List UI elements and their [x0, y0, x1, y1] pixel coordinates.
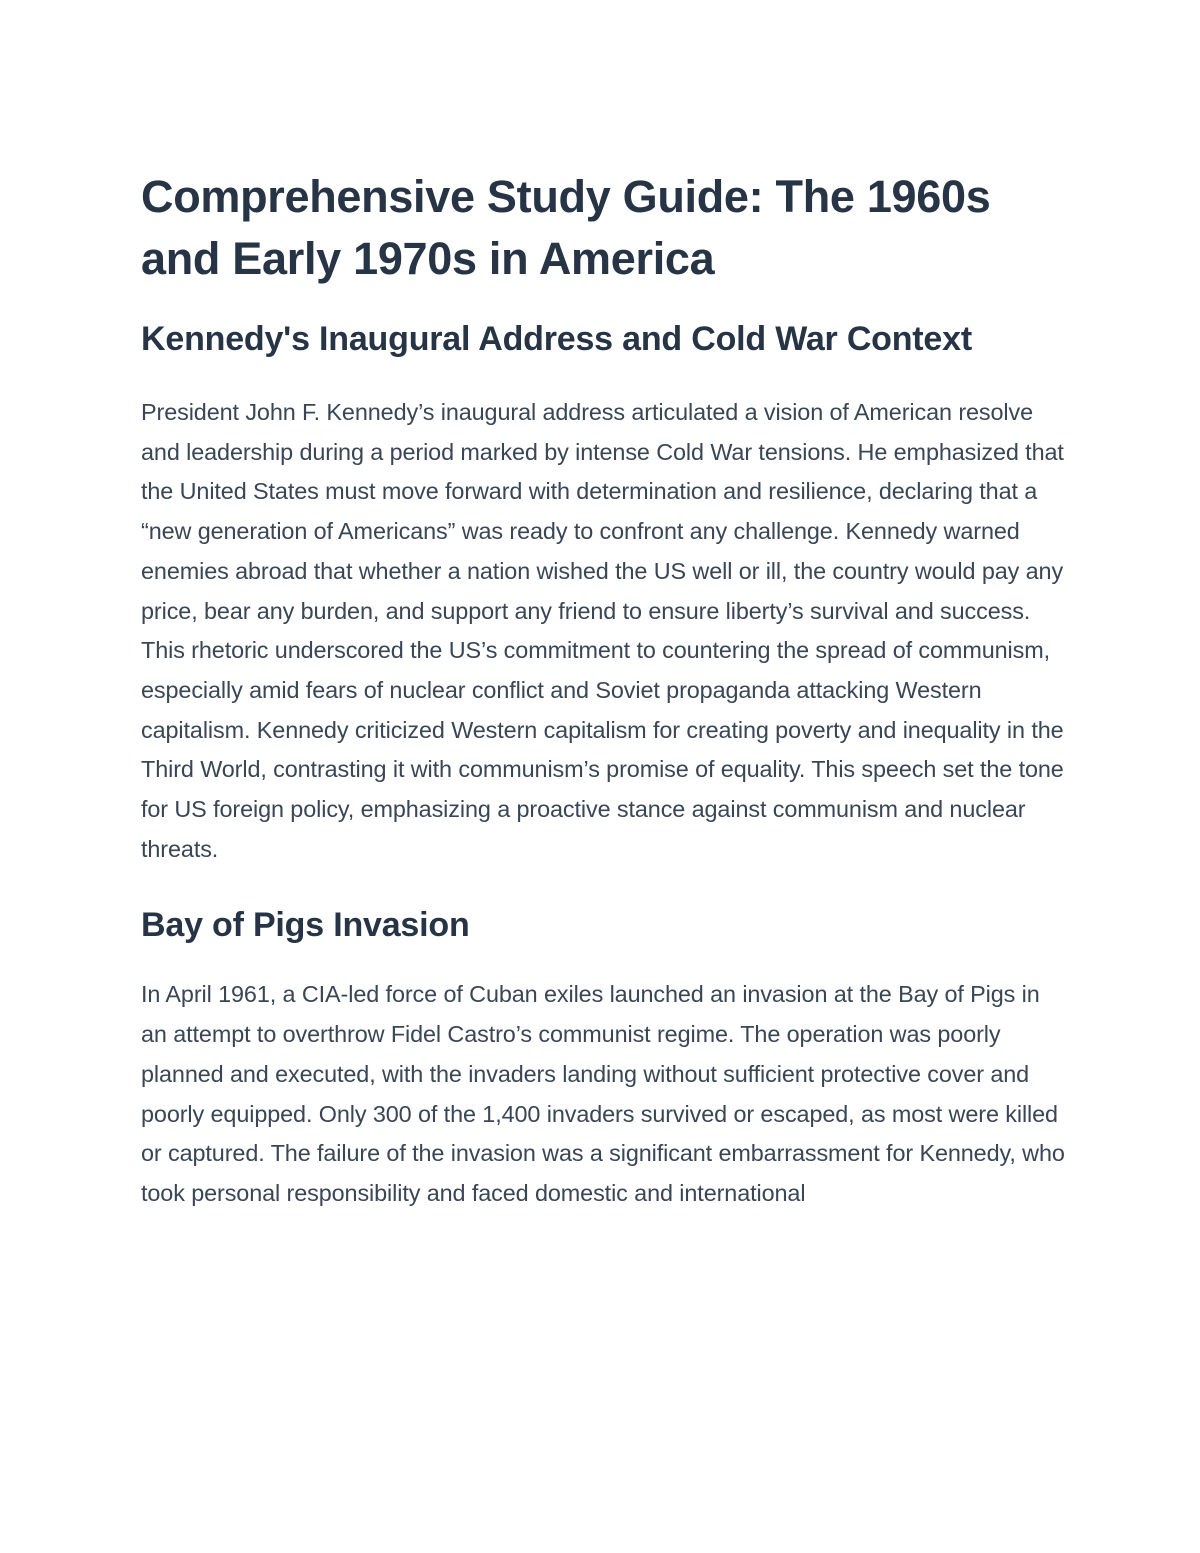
section-heading-bay-of-pigs: Bay of Pigs Invasion [141, 906, 470, 945]
document-title: Comprehensive Study Guide: The 1960s and Early 1970s in America [141, 171, 991, 284]
section-paragraph-kennedy-inaugural: President John F. Kennedy’s inaugural address articulated a vision of American resolve and leadership during a period marked by intense Cold War tensions. He emphasized that the United States must move forward with determination and resilience, declaring that a “new generation of Americans” was ready to confront any challenge. Kennedy warned enemies abroad that whether a nation wished the US well or ill, the country would pay any price, bear any burden, and support any friend to ensure liberty’s survival and success. This rhetoric underscored the US’s commitment to countering the spread of communism, especially amid fears of nuclear conflict and Soviet propaganda attacking Western capitalism. Kennedy criticized Western capitalism for creating poverty and inequality in the Third World, contrasting it with communism’s promise of equality. This speech set the tone for US foreign policy, emphasizing a proactive stance against communism and nuclear threats. [141, 399, 1064, 862]
section-paragraph-bay-of-pigs: In April 1961, a CIA-led force of Cuban exiles launched an invasion at the Bay of Pigs in an attempt to overthrow Fidel Castro’s communist regime. The operation was poorly planned and executed, with the invaders landing without sufficient protective cover and poorly equipped. Only 300 of the 1,400 invaders survived or escaped, as most were killed or captured. The failure of the invasion was a significant embarrassment for Kennedy, who took personal responsibility and faced domestic and international [141, 981, 1065, 1206]
section-heading-kennedy-inaugural: Kennedy's Inaugural Address and Cold War Context [141, 320, 972, 358]
document-page [141, 166, 1066, 1214]
